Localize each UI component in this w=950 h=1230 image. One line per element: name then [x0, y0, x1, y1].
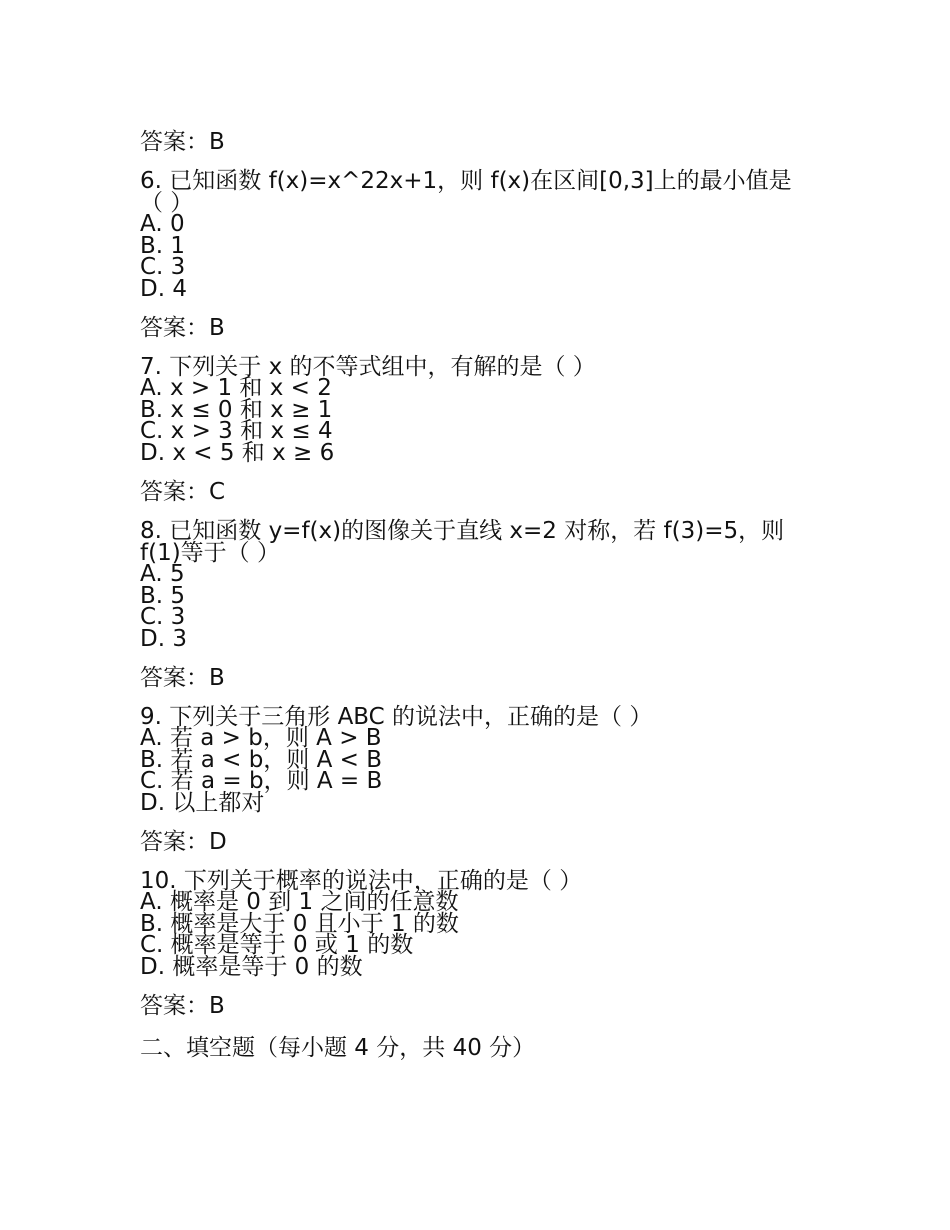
option-b: B. 5 — [140, 582, 186, 609]
document-content — [140, 127, 820, 1063]
answer-text: 答案：B — [140, 315, 225, 341]
option-list — [140, 375, 820, 466]
option-d: D. 以上都对 — [140, 789, 265, 816]
option-a: A. x > 1 和 x < 2 — [140, 375, 332, 401]
option-c: C. 概率是等于 0 或 1 的数 — [140, 932, 414, 958]
option-list — [140, 725, 820, 816]
option-d: D. 概率是等于 0 的数 — [140, 953, 363, 980]
question-text: 6. 已知函数 f(x)=x^22x+1，则 f(x)在区间[0,3]上的最小值是（ ） — [140, 168, 792, 216]
question-text: 10. 下列关于概率的说法中，正确的是（ ） — [140, 868, 583, 894]
option-b: B. 概率是大于 0 且小于 1 的数 — [140, 910, 459, 937]
section-title: 二、填空题（每小题 4 分，共 40 分） — [140, 1035, 536, 1061]
question-7 — [140, 356, 820, 464]
option-c: C. 3 — [140, 254, 186, 280]
answer-text: 答案：B — [140, 129, 225, 155]
option-c: C. 若 a = b，则 A = B — [140, 768, 383, 794]
option-c: C. 3 — [140, 604, 186, 630]
option-d: D. x < 5 和 x ≥ 6 — [140, 439, 335, 466]
question-9 — [140, 706, 820, 814]
option-d: D. 4 — [140, 275, 187, 302]
question-text: 7. 下列关于 x 的不等式组中，有解的是（ ） — [140, 354, 596, 380]
option-b: B. x ≤ 0 和 x ≥ 1 — [140, 396, 333, 423]
question-10 — [140, 870, 820, 978]
option-list — [140, 889, 820, 980]
question-8 — [140, 520, 820, 650]
answer-text: 答案：B — [140, 665, 225, 691]
option-c: C. x > 3 和 x ≤ 4 — [140, 418, 333, 444]
option-a: A. 0 — [140, 211, 185, 237]
option-d: D. 3 — [140, 625, 187, 652]
option-list — [140, 211, 820, 302]
option-b: B. 1 — [140, 232, 186, 259]
option-a: A. 5 — [140, 561, 185, 587]
answer-text: 答案：D — [140, 829, 227, 855]
option-a: A. 若 a > b，则 A > B — [140, 725, 382, 751]
option-list — [140, 561, 820, 652]
option-b: B. 若 a < b，则 A < B — [140, 746, 383, 773]
answer-text: 答案：B — [140, 993, 225, 1019]
answer-text: 答案：C — [140, 479, 226, 505]
option-a: A. 概率是 0 到 1 之间的任意数 — [140, 889, 459, 915]
question-6 — [140, 170, 820, 300]
question-text: 8. 已知函数 y=f(x)的图像关于直线 x=2 对称，若 f(3)=5，则 f(1)等于（ ） — [140, 518, 785, 566]
question-text: 9. 下列关于三角形 ABC 的说法中，正确的是（ ） — [140, 704, 653, 730]
